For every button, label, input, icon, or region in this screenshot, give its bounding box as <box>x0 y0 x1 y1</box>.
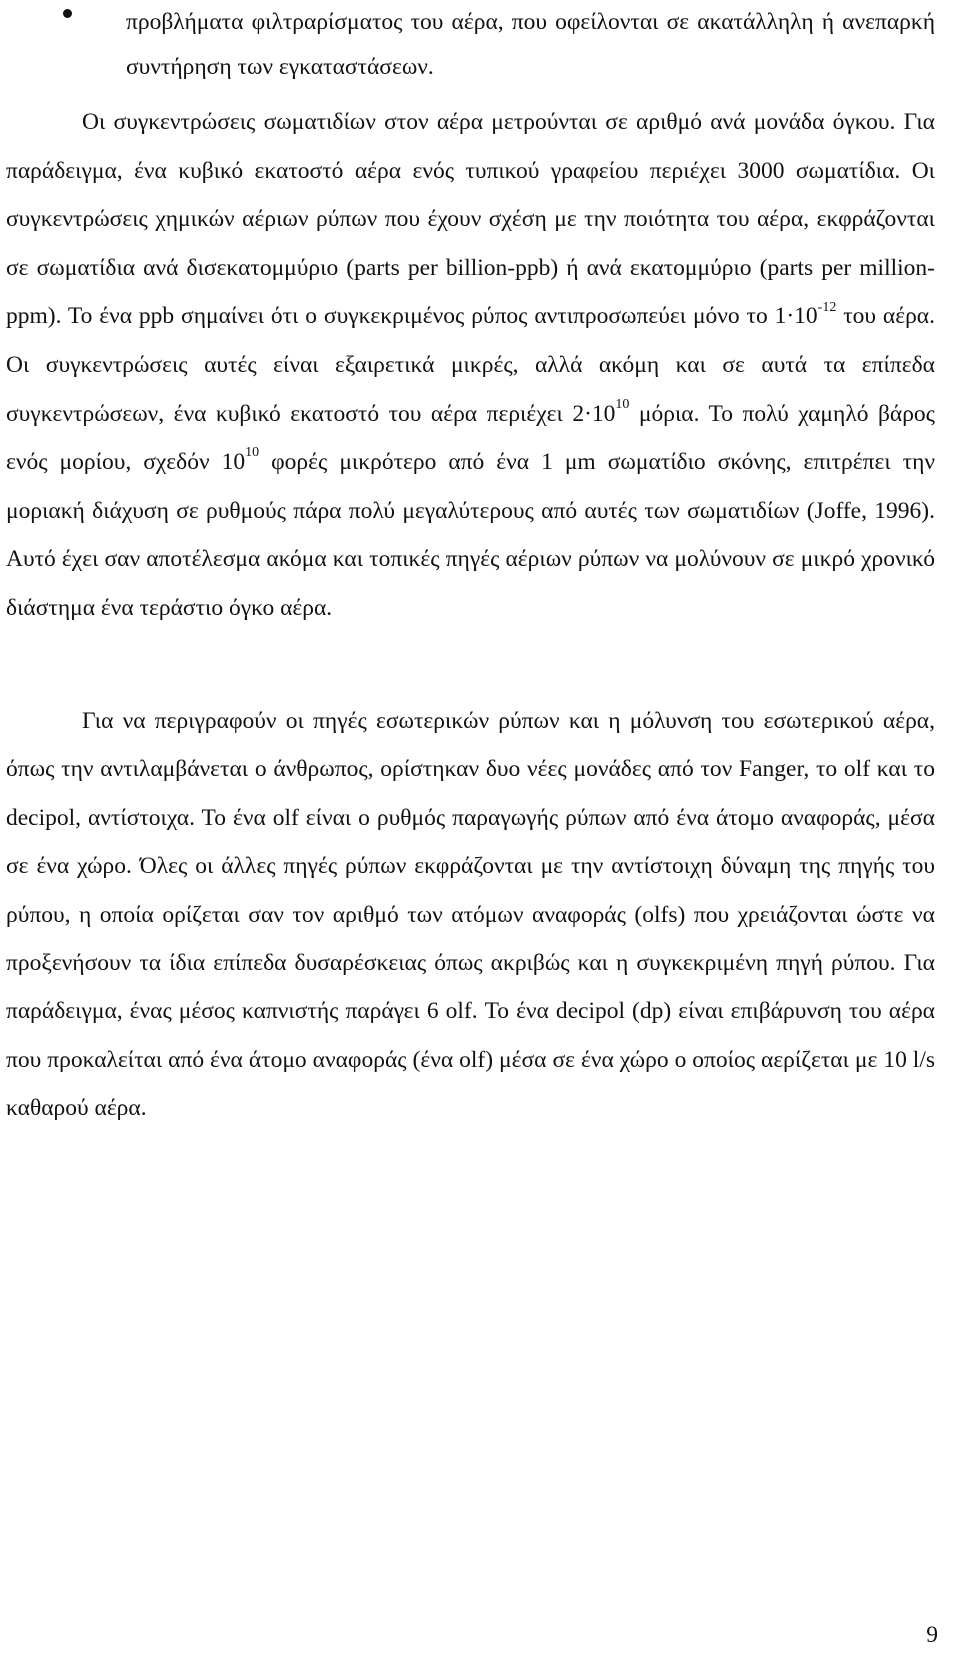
page-number: 9 <box>926 1622 938 1648</box>
paragraph-particle-concentrations <box>6 98 935 633</box>
exponent: 10 <box>615 396 630 412</box>
paragraph-text: μόρια. Το πολύ χαμηλό βάρος ενός μορίου, σχεδόν 10 <box>6 400 935 476</box>
bullet-text: προβλήματα φιλτραρίσματος του αέρα, που οφείλονται σε ακατάλληλη ή ανεπαρκή συντήρηση των εγκαταστάσεων. <box>126 9 935 80</box>
exponent: 10 <box>245 445 260 461</box>
paragraph-text: φορές μικρότερο από ένα 1 μm σωματίδιο σκόνης, επιτρέπει την μοριακή διάχυση σε ρυθμούς πάρα πολύ μεγαλύτερους από αυτές των σωματιδίων (Joffe, 1996). Αυτό έχει σαν αποτέλεσμα ακόμα και τοπικές πηγές αέριων ρύπων να μολύνουν σε μικρό χρονικό διάστημα ένα τεράστιο όγκο αέρα. <box>6 449 935 621</box>
paragraph-text: Οι συγκεντρώσεις σωματιδίων στον αέρα μετρούνται σε αριθμό ανά μονάδα όγκου. Για παράδειγμα, ένα κυβικό εκατοστό αέρα ενός τυπικού γραφείου περιέχει 3000 σωματίδια. Οι συγκεντρώσεις χημικών αέριων ρύπων που έχουν σχέση με την ποιότητα του αέρα, εκφράζονται σε σωματίδια ανά δισεκατομμύριο (parts per billion-ppb) ή ανά εκατομμύριο (parts per million-ppm). Το ένα ppb σημαίνει ότι ο συγκεκριμένος ρύπος αντιπροσωπεύει μόνο το 1·10 <box>6 109 935 330</box>
bullet-list-item <box>63 0 935 90</box>
bullet-icon <box>63 9 72 18</box>
paragraph-olf-decipol: Για να περιγραφούν οι πηγές εσωτερικών ρύπων και η μόλυνση του εσωτερικού αέρα, όπως την αντιλαμβάνεται ο άνθρωπος, ορίστηκαν δυο νέες μονάδες από τον Fanger, το olf και το decipol, αντίστοιχα. Το ένα olf είναι ο ρυθμός παραγωγής ρύπων από ένα άτομο αναφοράς, μέσα σε ένα χώρο. Όλες οι άλλες πηγές ρύπων εκφράζονται με την αντίστοιχη δύναμη της πηγής του ρύπου, η οποία ορίζεται σαν τον αριθμό των ατόμων αναφοράς (olfs) που χρειάζονται ώστε να προξενήσουν τα ίδια επίπεδα δυσαρέσκειας όπως ακριβώς και η συγκεκριμένη πηγή ρύπου. Για παράδειγμα, ένας μέσος καπνιστής παράγει 6 olf. Το ένα decipol (dp) είναι επιβάρυνση του αέρα που προκαλείται από ένα άτομο αναφοράς (ένα olf) μέσα σε ένα χώρο ο οποίος αερίζεται με 10 l/s καθαρού αέρα. <box>6 708 935 1122</box>
paragraph-text: του αέρα. Οι συγκεντρώσεις αυτές είναι εξαιρετικά μικρές, αλλά ακόμη και σε αυτά τα επίπεδα συγκεντρώσεων, ένα κυβικό εκατοστό του αέρα περιέχει 2·10 <box>6 303 935 427</box>
exponent: -12 <box>817 299 837 315</box>
